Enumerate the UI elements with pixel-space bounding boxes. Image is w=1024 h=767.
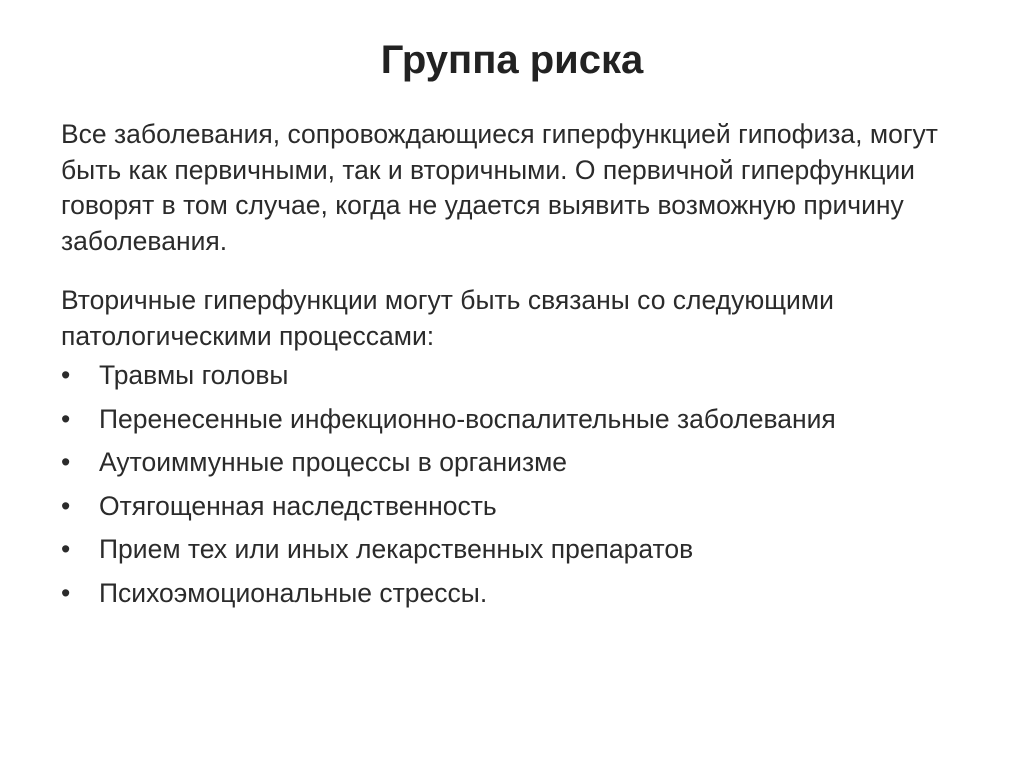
list-item: [61, 532, 961, 568]
bullet-icon: •: [61, 534, 71, 564]
paragraph-primary-hyperfunction: Все заболевания, сопровождающиеся гиперфункцией гипофиза, могут быть как первичными, так и вторичными. О первичной гиперфункции говорят в том случае, когда не удается выявить возможную причину заболевания.: [61, 119, 938, 256]
bullet-icon: •: [61, 447, 71, 477]
bullet-icon: •: [61, 360, 71, 390]
list-item-text: Перенесенные инфекционно-воспалительные заболевания: [99, 403, 836, 434]
list-item: [61, 445, 961, 481]
list-item: [61, 576, 961, 612]
list-item-text: Травмы головы: [99, 360, 289, 390]
bullet-icon: •: [61, 577, 71, 608]
list-item-text: Психоэмоциональные стрессы.: [99, 577, 488, 608]
list-item: [61, 402, 961, 438]
list-item-text: Прием тех или иных лекарственных препаратов: [99, 534, 694, 564]
bullet-icon: •: [61, 403, 71, 434]
list-item-text: Аутоиммунные процессы в организме: [99, 447, 568, 477]
bullet-icon: •: [61, 490, 71, 521]
list-item: [61, 358, 961, 394]
paragraph-secondary-hyperfunction: Вторичные гиперфункции могут быть связаны со следующими патологическими процессами:: [61, 285, 834, 351]
list-item: [61, 489, 961, 525]
risk-factor-list: [61, 358, 961, 611]
list-item-text: Отягощенная наследственность: [99, 490, 497, 521]
slide-title: Группа риска: [380, 38, 644, 82]
slide-content: [61, 117, 961, 619]
